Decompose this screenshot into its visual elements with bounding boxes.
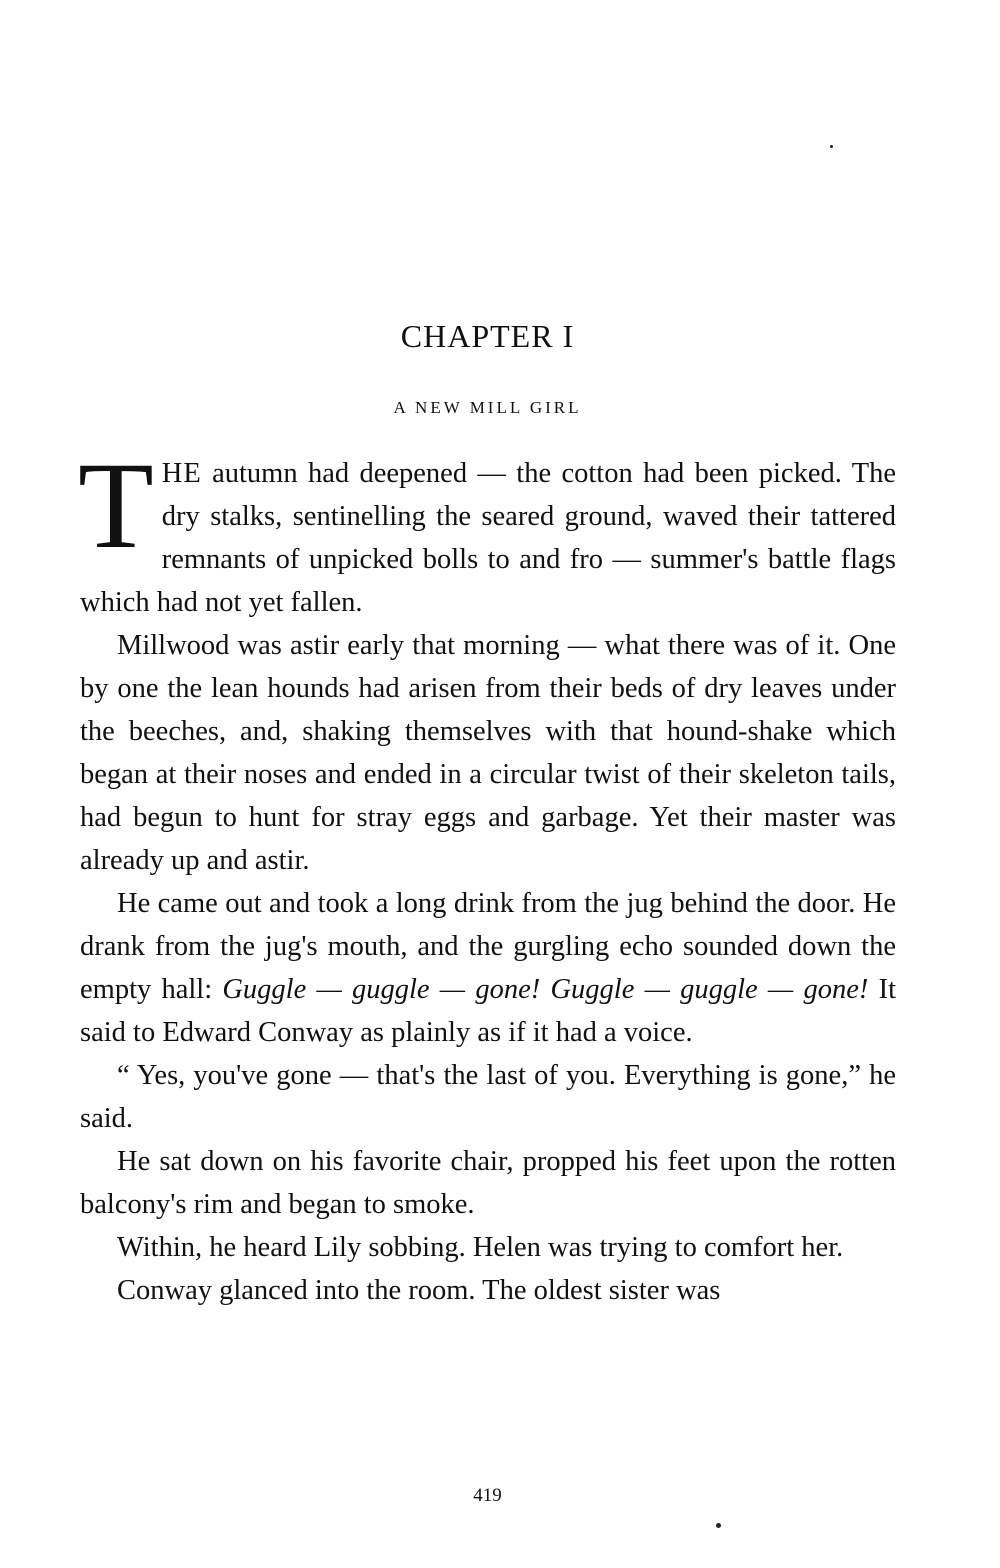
paragraph-7: Conway glanced into the room. The oldest sister was [117,1275,721,1306]
paragraph-2: Millwood was astir early that morning — what there was of it. One by one the lean hounds had arisen from their beds of dry leaves under the beeches, and, shaking themselves with that hound-shake which began at their noses and ended in a circular twist of their skeleton tails, had begun to hunt for stray eggs and garbage. Yet their master was already up and astir. [80,630,896,876]
paragraph-3-italic: Guggle — guggle — gone! Guggle — guggle — gone! [222,974,869,1005]
paragraph-3 [80,882,896,1054]
scan-speck [830,145,833,148]
chapter-heading: CHAPTER I [400,318,575,354]
paragraph-6: Within, he heard Lily sobbing. Helen was trying to comfort her. [117,1232,844,1263]
chapter-subtitle: A NEW MILL GIRL [393,398,582,417]
paragraph-1-text: autumn had deepened — the cotton had been picked. The dry stalks, sentinelling the seared ground, waved their tattered remnants of unpicked bolls to and fro — summer's battle flags which had not yet fallen. [80,458,896,618]
paragraph-3-text-b: It said to Edward Conway as plainly as if it had a voice. [80,974,896,1048]
scan-speck [716,1523,721,1528]
body-text [78,437,896,1312]
paragraph-1 [78,437,896,624]
paragraph-3-text-a: He came out and took a long drink from the jug behind the door. He drank from the jug's mouth, and the gurgling echo sounded down the empty hall: [80,888,896,1005]
opening-caps: HE [161,458,202,489]
page-number: 419 [473,1485,502,1506]
paragraph-5: He sat down on his favorite chair, propped his feet upon the rotten balcony's rim and began to smoke. [80,1146,896,1220]
drop-cap: T [78,437,154,574]
paragraph-4: “ Yes, you've gone — that's the last of you. Everything is gone,” he said. [80,1060,896,1134]
